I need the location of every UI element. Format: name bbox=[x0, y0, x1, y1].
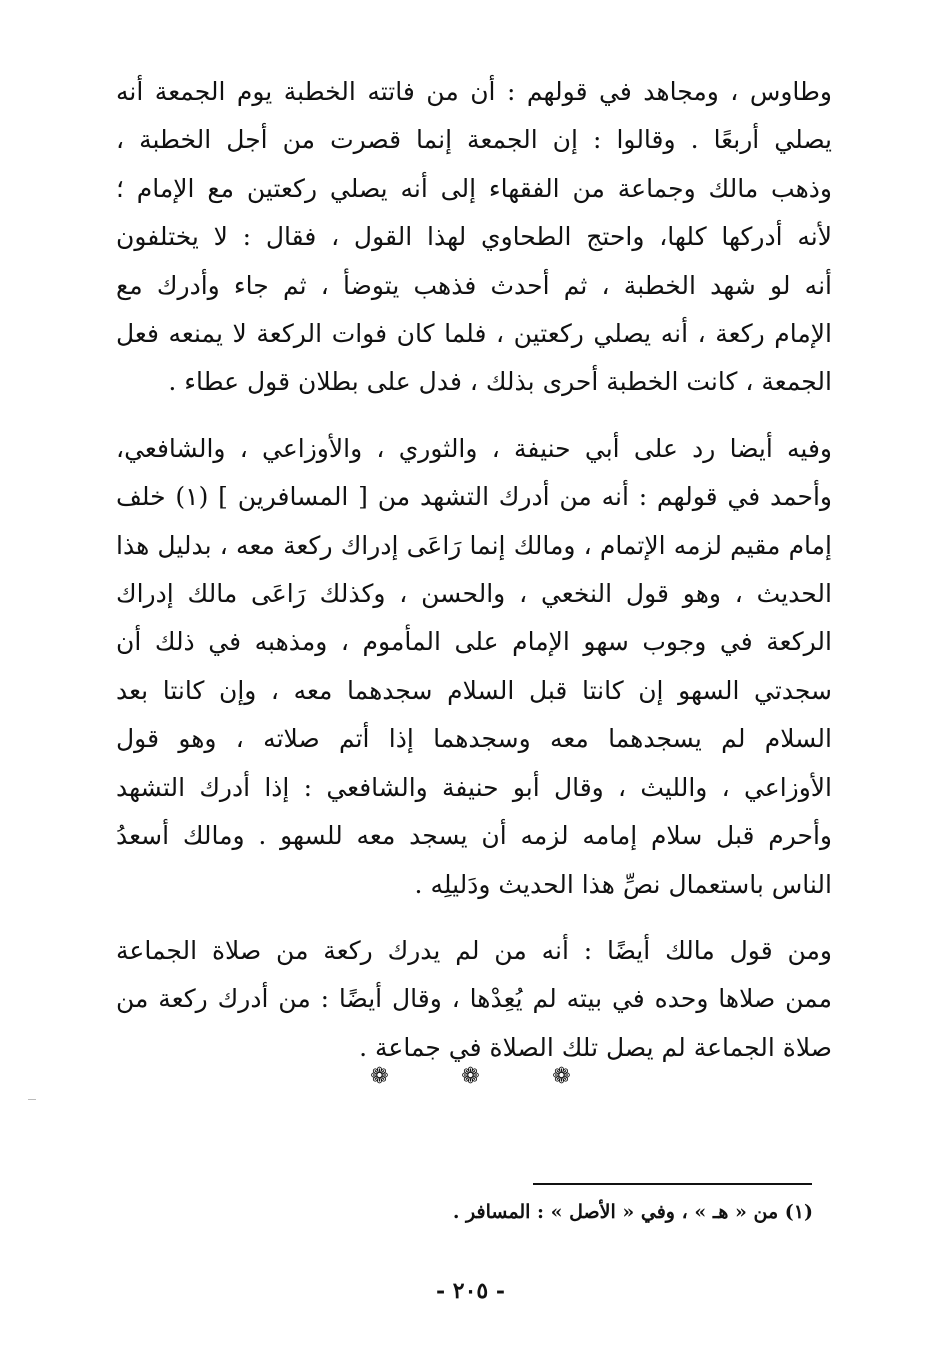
footnote: (١) من « هـ » ، وفي « الأصل » : المسافر . bbox=[452, 1201, 813, 1223]
text-line: الإمام ركعة ، أنه يصلي ركعتين ، فلما كان فوات الركعة لا يمنعه فعل bbox=[116, 319, 832, 349]
text-line: وفيه أيضا رد على أبي حنيفة ، والثوري ، والأوزاعي ، والشافعي، bbox=[116, 433, 832, 463]
margin-mark bbox=[28, 1099, 36, 1100]
text-line: يصلي أربعًا . وقالوا : إن الجمعة إنما قصرت من أجل الخطبة ، bbox=[116, 125, 832, 155]
text-line: الناس باستعمال نصِّ هذا الحديث ودَليلِه . bbox=[414, 869, 832, 899]
text-line: الحديث ، وهو قول النخعي ، والحسن ، وكذلك رَاعَى مالك إدراك bbox=[116, 579, 832, 609]
text-line: ممن صلاها وحده في بيته لم يُعِدْها ، وقال أيضًا : من أدرك ركعة من bbox=[116, 984, 832, 1014]
text-line: أنه لو شهد الخطبة ، ثم أحدث فذهب يتوضأ ، ثم جاء وأدرك مع bbox=[116, 270, 832, 300]
text-line: وأحمد في قولهم : أنه من أدرك التشهد من [ المسافرين ] (١) خلف bbox=[116, 482, 832, 512]
page-number: - ٢٠٥ - bbox=[435, 1278, 506, 1304]
text-line: وذهب مالك وجماعة من الفقهاء إلى أنه يصلي ركعتين مع الإمام ؛ bbox=[116, 173, 832, 203]
section-divider-ornaments bbox=[0, 1064, 941, 1089]
text-line: إمام مقيم لزمه الإتمام ، ومالك إنما رَاعَى إدراك ركعة معه ، بدليل هذا bbox=[116, 530, 832, 560]
asterism-icon: ❁ bbox=[552, 1064, 571, 1089]
paragraph-3 bbox=[116, 927, 832, 1072]
main-text bbox=[116, 68, 832, 1072]
text-line: صلاة الجماعة لم يصل تلك الصلاة في جماعة . bbox=[359, 1032, 832, 1062]
paragraph-1 bbox=[116, 68, 832, 407]
text-line: الأوزاعي ، والليث ، وقال أبو حنيفة والشافعي : إذا أدرك التشهد bbox=[116, 772, 832, 802]
text-line: وأحرم قبل سلام إمامه لزمه أن يسجد معه للسهو . ومالك أسعدُ bbox=[116, 821, 832, 851]
asterism-icon: ❁ bbox=[370, 1064, 389, 1089]
text-line: لأنه أدركها كلها، واحتج الطحاوي لهذا القول ، فقال : لا يختلفون bbox=[116, 222, 832, 252]
text-line: وطاوس ، ومجاهد في قولهم : أن من فاتته الخطبة يوم الجمعة أنه bbox=[116, 77, 832, 106]
text-line: ومن قول مالك أيضًا : أنه من لم يدرك ركعة من صلاة الجماعة bbox=[116, 935, 832, 965]
footnote-separator bbox=[533, 1183, 812, 1185]
text-line: السلام لم يسجدهما معه وسجدهما إذا أتم صلاته ، وهو قول bbox=[116, 724, 832, 754]
text-line: الجمعة ، كانت الخطبة أحرى بذلك ، فدل على بطلان قول عطاء . bbox=[168, 367, 832, 397]
text-line: سجدتي السهو إن كانتا قبل السلام سجدهما معه ، وإن كانتا بعد bbox=[116, 675, 832, 705]
text-line: الركعة في وجوب سهو الإمام على المأموم ، ومذهبه في ذلك أن bbox=[116, 627, 832, 657]
paragraph-2 bbox=[116, 425, 832, 909]
asterism-icon: ❁ bbox=[461, 1064, 480, 1089]
